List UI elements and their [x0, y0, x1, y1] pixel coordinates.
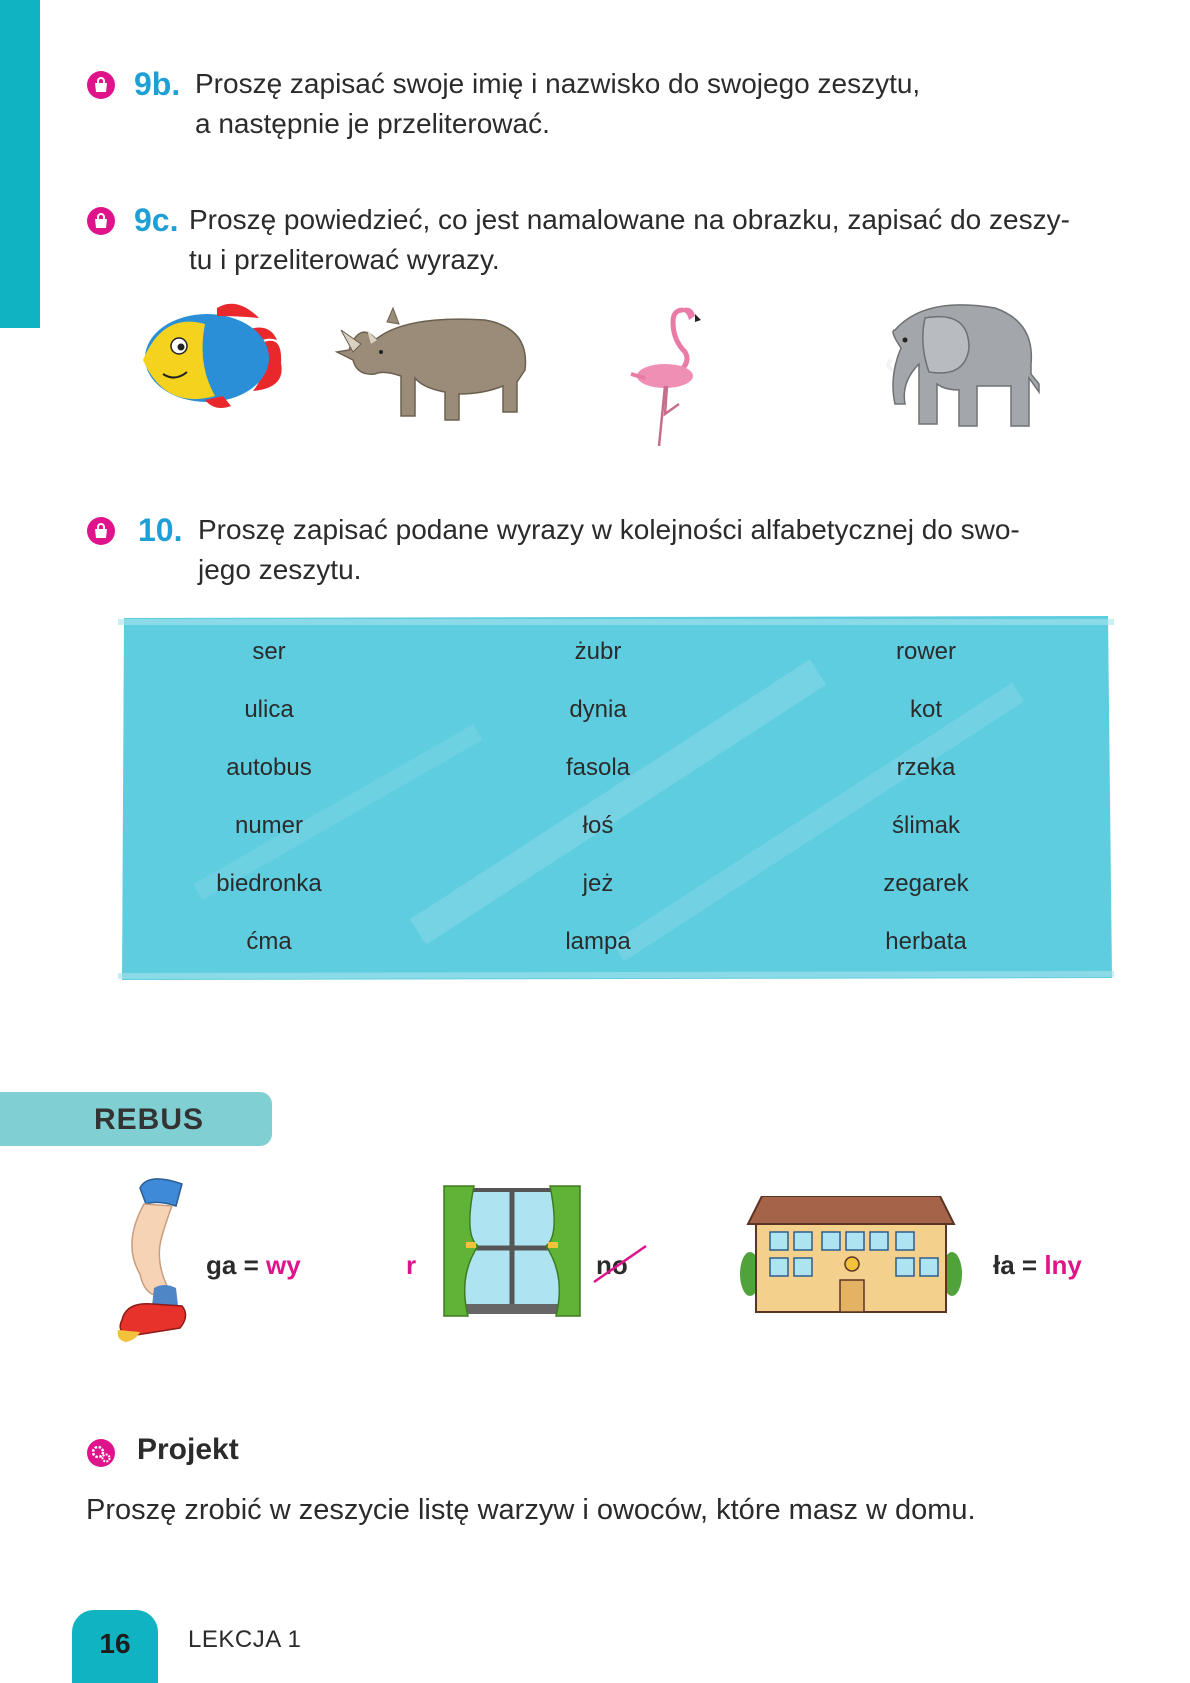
window-illustration: [436, 1182, 588, 1320]
rebus-part3: [993, 1250, 1082, 1281]
word-item: lampa: [565, 928, 631, 955]
shopping-bag-icon: [86, 206, 116, 236]
fish-illustration: [143, 304, 282, 408]
school-building-illustration: [740, 1196, 962, 1314]
task-number: 9c.: [134, 202, 179, 238]
task-number: 10.: [138, 512, 183, 548]
side-accent-bar: [0, 0, 40, 328]
word-item: fasola: [565, 754, 631, 781]
word-box: [118, 612, 1114, 984]
task-text-line2: a następnie je przeliterować.: [195, 108, 550, 139]
rebus-part2-left: r: [406, 1250, 417, 1280]
task-text-line1: Proszę zapisać swoje imię i nazwisko do swojego zeszytu,: [195, 68, 921, 99]
lesson-label: LEKCJA 1: [188, 1626, 302, 1653]
strike-through-mark: [592, 1242, 650, 1288]
word-item: łoś: [582, 812, 614, 839]
word-item: herbata: [885, 928, 967, 955]
rebus-crossed-text: no: [596, 1250, 628, 1280]
projekt-title: Projekt: [137, 1433, 239, 1466]
word-item: ser: [252, 638, 286, 665]
animals-illustration: [135, 300, 1085, 450]
page-number: 16: [99, 1628, 131, 1659]
rebus-part3-right: lny: [1044, 1250, 1082, 1280]
task-number: 9b.: [134, 66, 181, 102]
rebus-header: [0, 1092, 272, 1146]
word-item: ulica: [244, 696, 294, 723]
word-item: rower: [895, 638, 956, 665]
word-item: zegarek: [883, 870, 969, 897]
projekt-text: Proszę zrobić w zeszycie listę warzyw i owoców, które masz w domu.: [86, 1494, 976, 1526]
shopping-bag-icon: [86, 70, 116, 100]
word-item: dynia: [569, 696, 627, 723]
word-item: ślimak: [891, 812, 960, 839]
leg-illustration: [112, 1170, 192, 1345]
flamingo-illustration: [631, 308, 701, 446]
word-item: jeż: [582, 870, 614, 897]
rebus-part1-left: ga =: [206, 1250, 259, 1280]
word-item: autobus: [226, 754, 312, 781]
task-text-line1: Proszę powiedzieć, co jest namalowane na obrazku, zapisać do zeszy-: [189, 204, 1070, 235]
word-item: kot: [909, 696, 942, 723]
word-item: rzeka: [896, 754, 956, 781]
task-text-line1: Proszę zapisać podane wyrazy w kolejności alfabetycznej do swo-: [198, 514, 1020, 545]
rebus-part1: [206, 1250, 301, 1281]
rebus-part3-left: ła =: [993, 1250, 1038, 1280]
rebus-title: REBUS: [94, 1103, 205, 1136]
gears-icon: [86, 1438, 116, 1468]
word-item: biedronka: [216, 870, 322, 897]
task-text-line2: jego zeszytu.: [198, 554, 362, 585]
word-item: numer: [234, 812, 304, 839]
rhino-illustration: [337, 308, 526, 420]
page-number-tab: [72, 1610, 158, 1683]
rebus-part1-right: wy: [265, 1250, 301, 1280]
shopping-bag-icon: [86, 516, 116, 546]
rebus-part2-crossed: [596, 1250, 628, 1281]
word-item: żubr: [574, 638, 622, 665]
elephant-illustration: [888, 305, 1039, 426]
task-text-line2: tu i przeliterować wyrazy.: [189, 244, 500, 275]
word-item: ćma: [246, 928, 292, 955]
